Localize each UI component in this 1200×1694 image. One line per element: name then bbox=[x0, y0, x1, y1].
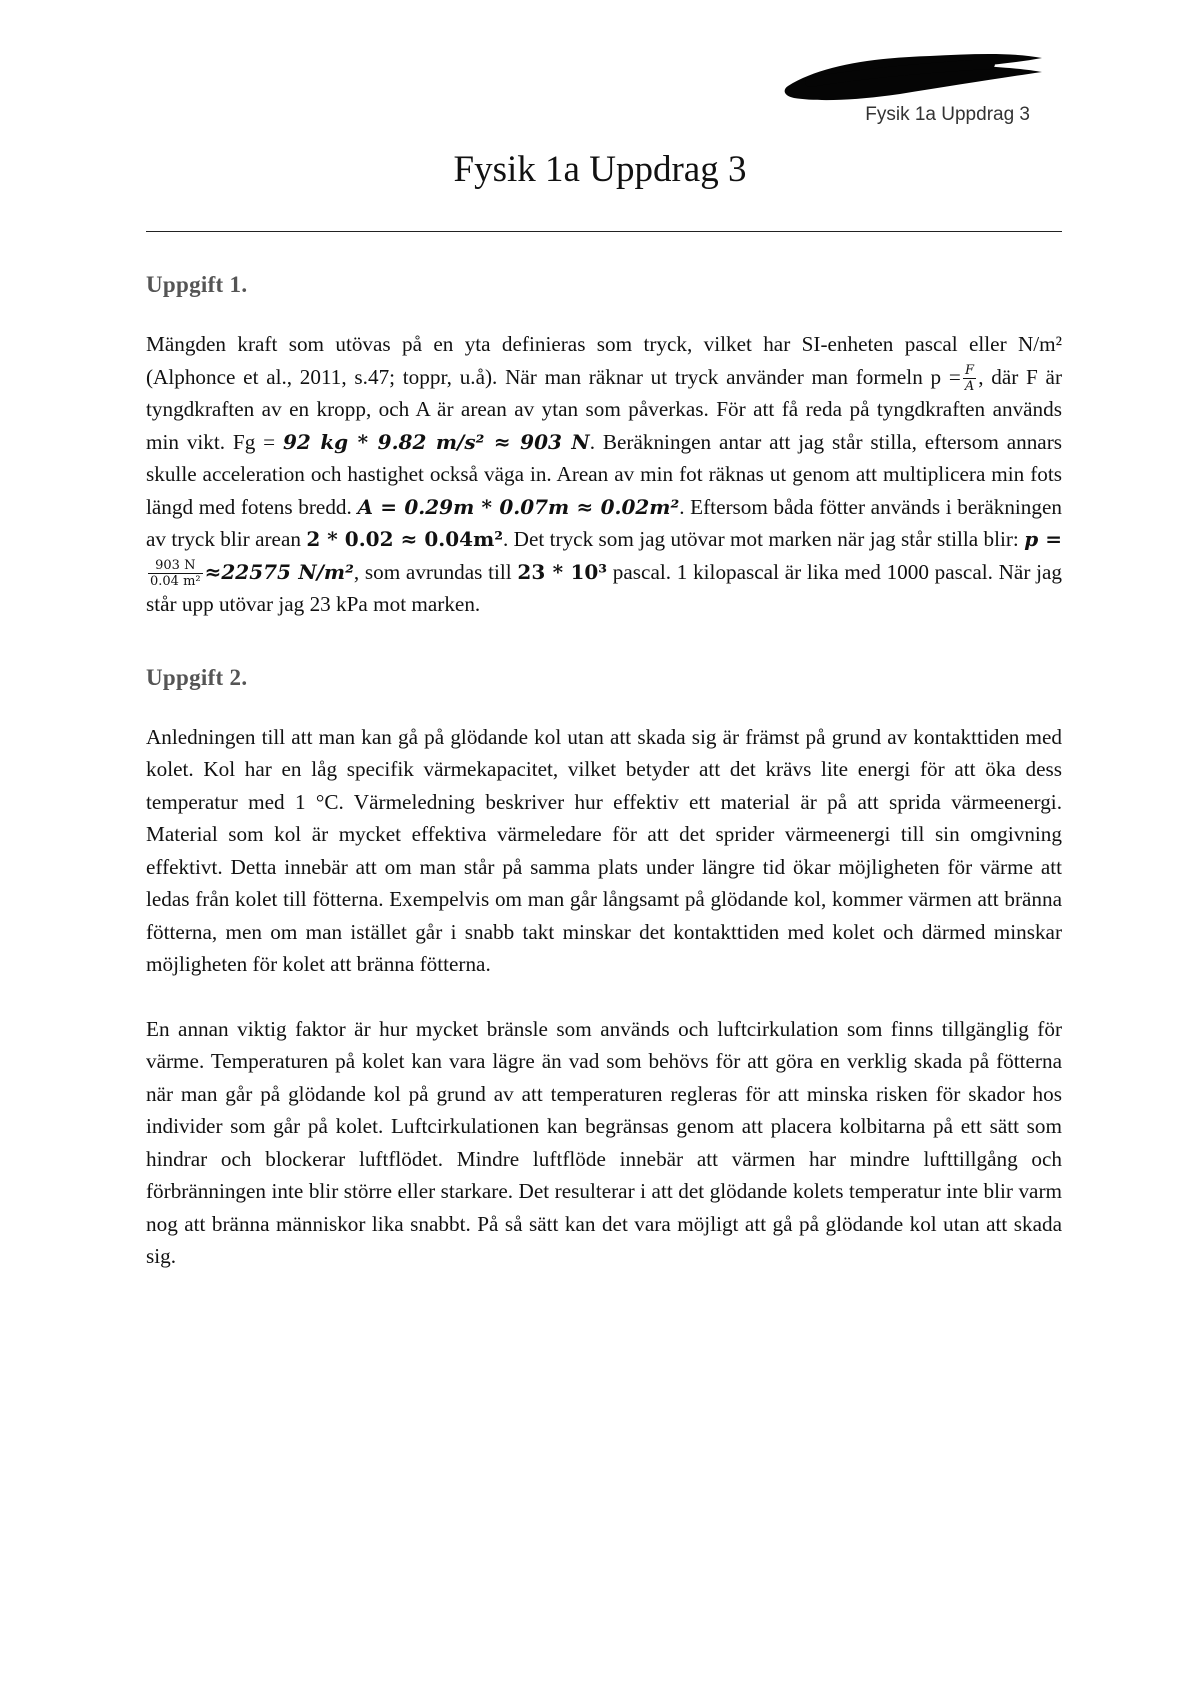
task1-paragraph bbox=[146, 328, 1062, 621]
pressure-fraction bbox=[148, 559, 203, 588]
formula-pressure-fraction bbox=[963, 364, 976, 393]
task1-text-2: , där F är tyngdkraften av en kropp, och A är arean av ytan som påverkas. För att få reda på tyngdkraften används min vikt. Fg = bbox=[146, 364, 1063, 454]
task1-text-1: Mängden kraft som utövas på en yta definieras som tryck, vilket har SI-enheten pascal eller N/m² (Alphonce et al., 2011, s.47; toppr, u.å). När man räknar ut tryck använder man formeln p = bbox=[146, 332, 1062, 389]
task1-text-6: , som avrundas till bbox=[353, 559, 518, 584]
formula-denominator: A bbox=[964, 379, 975, 395]
equation-total-area: 2 * 0.02 ≈ 0.04m² bbox=[306, 527, 503, 552]
equation-gravity: 92 kg * 9.82 m/s² ≈ 903 N bbox=[282, 429, 590, 454]
task2-paragraph-1: Anledningen till att man kan gå på glödande kol utan att skada sig är främst på grund av kontakttiden med kolet. Kol har en låg specifik värmekapacitet, vilket betyder att det krävs lite energi för att öka dess temperatur med 1 °C. Värmeledning beskriver hur effektiv ett material är på att sprida värmeenergi. Material som kol är mycket effektiva värmeledare för att det sprider värmeenergi till sin omgivning effektivt. Detta innebär att om man står på samma plats under längre tid ökar möjligheten för värme att ledas från kolet till fötterna. Exempelvis om man går långsamt på glödande kol, kommer värmen att bränna fötterna, men om man istället går i snabb takt minskar det kontakttiden med kolet och därmed minskar möjligheten för kolet att bränna fötterna. bbox=[146, 724, 1062, 977]
title-divider bbox=[146, 231, 1062, 232]
pressure-numerator: 903 N bbox=[148, 559, 203, 574]
running-header: Fysik 1a Uppdrag 3 bbox=[865, 104, 1030, 125]
redaction-scribble bbox=[780, 46, 1050, 106]
task1-text-5: . Det tryck som jag utövar mot marken när jag står stilla blir: bbox=[503, 527, 1025, 552]
document-body bbox=[146, 272, 1062, 1273]
task1-text-7: pascal. 1 kilopascal är lika med 1000 pascal. När jag står upp utövar jag 23 kPa mot marken. bbox=[146, 559, 1062, 617]
pressure-denominator: 0.04 m² bbox=[150, 574, 201, 590]
task1-heading: Uppgift 1. bbox=[146, 272, 248, 297]
equation-pressure-lhs: p = bbox=[1024, 527, 1062, 552]
task1-text-4: . Eftersom båda fötter används i beräkningen av tryck blir arean bbox=[146, 494, 1062, 552]
equation-rounded: 23 * 10³ bbox=[517, 559, 608, 584]
formula-numerator: F bbox=[963, 364, 976, 379]
equation-foot-area: A = 0.29m * 0.07m ≈ 0.02m² bbox=[357, 494, 680, 519]
task2-paragraph-2: En annan viktig faktor är hur mycket bränsle som används och luftcirkulation som finns tillgänglig för värme. Temperaturen på kolet kan vara lägre än vad som behövs för att göra en verklig skada på fötterna när man går på glödande kol på grund av att temperaturen regleras för att minska risken för skador hos individer som går på kolet. Luftcirkulationen kan begränsas genom att placera kolbitarna på ett sätt som hindrar och blockerar luftflödet. Mindre luftflöde innebär att värmen har mindre lufttillgång och förbränningen inte blir större eller starkare. Det resulterar i att det glödande kolets temperatur inte blir varm nog att bränna människor lika snabbt. På så sätt kan det vara möjligt att gå på glödande kol utan att skada sig. bbox=[146, 1016, 1062, 1269]
task1-text-3: . Beräkningen antar att jag står stilla, eftersom annars skulle acceleration och hastighet också väga in. Arean av min fot räknas ut genom att multiplicera min fots längd med fotens bredd. bbox=[146, 429, 1063, 519]
equation-pressure-rhs: ≈22575 N/m² bbox=[204, 559, 354, 584]
page-title: Fysik 1a Uppdrag 3 bbox=[453, 149, 747, 190]
task2-heading: Uppgift 2. bbox=[146, 664, 248, 690]
